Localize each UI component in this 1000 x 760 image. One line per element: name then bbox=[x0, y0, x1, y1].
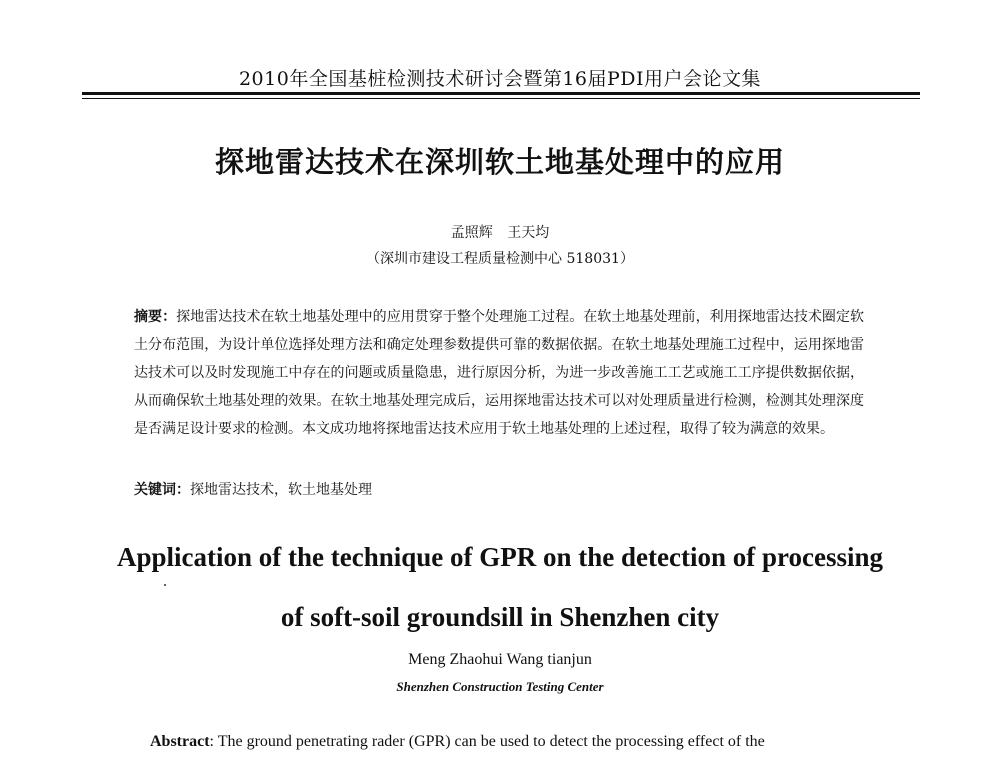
english-title-line-2: of soft-soil groundsill in Shenzhen city bbox=[280, 602, 720, 632]
english-abstract-text: : The ground penetrating rader (GPR) can be used to detect the processing effect of the bbox=[209, 733, 765, 750]
chinese-keywords-text: 探地雷达技术，软土地基处理 bbox=[190, 482, 372, 498]
header-rule-thick bbox=[82, 92, 920, 95]
chinese-title: 探地雷达技术在深圳软土地基处理中的应用 bbox=[214, 145, 785, 179]
english-affiliation: Shenzhen Construction Testing Center bbox=[396, 679, 604, 694]
scan-speck bbox=[164, 584, 166, 586]
chinese-keywords bbox=[134, 476, 864, 504]
running-header: 2010年全国基桩检测技术研讨会暨第16届PDI用户会论文集 bbox=[238, 68, 762, 90]
chinese-abstract bbox=[134, 303, 864, 443]
english-authors: Meng Zhaohui Wang tianjun bbox=[408, 651, 592, 668]
header-rule-thin bbox=[82, 98, 920, 99]
english-title-line-1: Application of the technique of GPR on the detection of processing bbox=[117, 542, 883, 572]
chinese-authors: 孟照辉 王天均 bbox=[450, 225, 550, 241]
chinese-abstract-label: 摘要： bbox=[134, 309, 177, 325]
chinese-affiliation: （深圳市建设工程质量检测中心 518031） bbox=[366, 251, 634, 267]
english-abstract bbox=[150, 733, 870, 751]
english-abstract-label: Abstract bbox=[150, 733, 210, 750]
chinese-keywords-label: 关键词： bbox=[134, 482, 190, 498]
chinese-abstract-text: 探地雷达技术在软土地基处理中的应用贯穿于整个处理施工过程。在软土地基处理前，利用探地雷达技术圈定软土分布范围，为设计单位选择处理方法和确定处理参数提供可靠的数据依据。在软土地基处理施工过程中，运用探地雷达技术可以及时发现施工中存在的问题或质量隐患，进行原因分析，为进一步改善施工工艺或施工工序提供数据依据，从而确保软土地基处理的效果。在软土地基处理完成后，运用探地雷达技术可以对处理质量进行检测，检测其处理深度是否满足设计要求的检测。本文成功地将探地雷达技术应用于软土地基处理的上述过程，取得了较为满意的效果。 bbox=[134, 309, 865, 437]
